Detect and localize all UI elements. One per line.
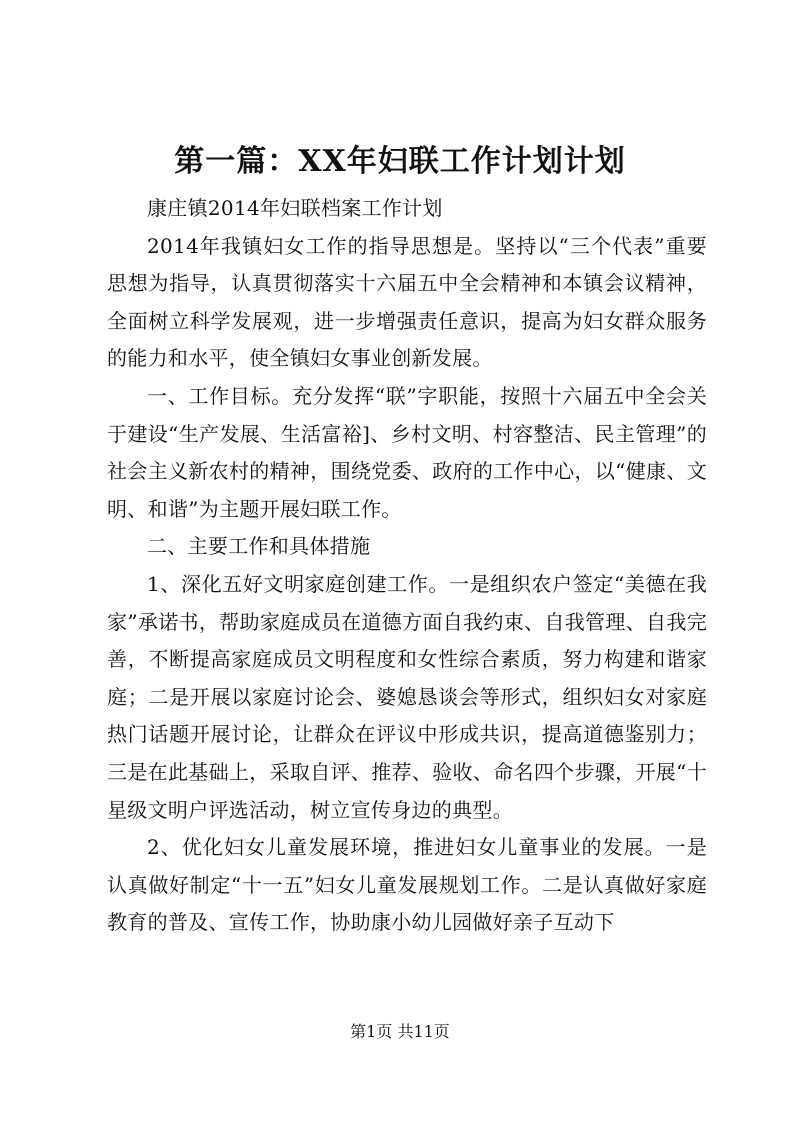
work-goal-paragraph: 一、工作目标。充分发挥“联”字职能，按照十六届五中全会关于建设“生产发展、生活富裕]、乡村文明、村容整洁、民主管理”的社会主义新农村的精神，围绕党委、政府的工作中心，以“健康、文明、和谐”为主题开展妇联工作。 — [107, 383, 707, 521]
subtitle-paragraph: 康庄镇2014年妇联档案工作计划 — [147, 196, 443, 220]
guiding-thought-paragraph: 2014年我镇妇女工作的指导思想是。坚持以“三个代表”重要思想为指导，认真贯彻落实十六届五中全会精神和本镇会议精神，全面树立科学发展观，进一步增强责任意识，提高为妇女群众服务的能力和水平，使全镇妇女事业创新发展。 — [107, 233, 707, 371]
page-number-footer: 第1页 共11页 — [350, 1022, 450, 1041]
document-body — [107, 190, 707, 942]
section-heading-paragraph: 二、主要工作和具体措施 — [147, 534, 371, 559]
measure-one-paragraph: 1、深化五好文明家庭创建工作。一是组织农户签定“美德在我家”承诺书，帮助家庭成员在道德方面自我约束、自我管理、自我完善，不断提高家庭成员文明程度和女性综合素质，努力构建和谐家庭；二是开展以家庭讨论会、婆媳恳谈会等形式，组织妇女对家庭热门话题开展讨论，让群众在评议中形成共识，提高道德鉴别力；三是在此基础上，采取自评、推荐、验收、命名四个步骤，开展“十星级文明户评选活动，树立宣传身边的典型。 — [107, 571, 707, 822]
document-title: 第一篇：XX年妇联工作计划计划 — [174, 144, 626, 179]
measure-two-paragraph: 2、优化妇女儿童发展环境，推进妇女儿童事业的发展。一是认真做好制定“十一五”妇女儿童发展规划工作。二是认真做好家庭教育的普及、宣传工作，协助康小幼儿园做好亲子互动下 — [107, 835, 707, 935]
